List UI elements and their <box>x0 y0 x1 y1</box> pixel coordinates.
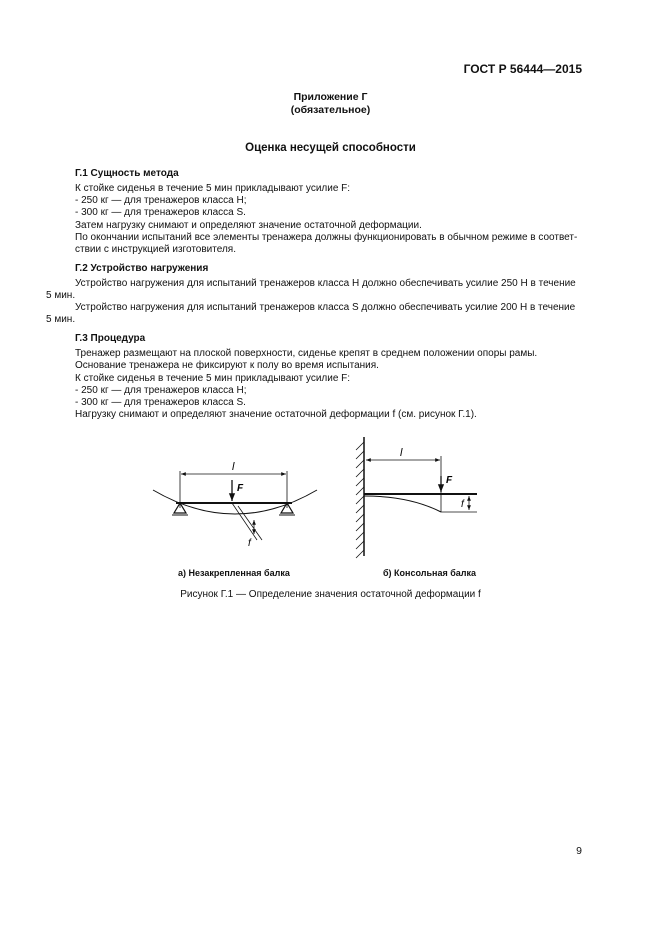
list-item: - 300 кг — для тренажеров класса S. <box>75 397 246 408</box>
text-line: Устройство нагружения для испытаний тренажеров класса S должно обеспечивать усилие 200 Н в течение <box>75 302 576 313</box>
section-heading-1: Г.1 Сущность метода <box>75 168 179 179</box>
leader-line <box>238 506 262 540</box>
appendix-note: (обязательное) <box>290 104 371 116</box>
standard-number: ГОСТ Р 56444—2015 <box>463 62 582 76</box>
section-heading-3: Г.3 Процедура <box>75 333 146 344</box>
leader-line <box>232 503 257 540</box>
text-line: Затем нагрузку снимают и определяют значение остаточной деформации. <box>75 220 422 231</box>
text-line: По окончании испытаний все элементы тренажера должны функционировать в обычном режиме в соответ- <box>75 232 578 243</box>
text-line: ствии с инструкцией изготовителя. <box>75 244 236 255</box>
caption-a: а) Незакрепленная балка <box>178 568 290 578</box>
length-label: l <box>400 447 403 459</box>
page-number: 9 <box>576 845 582 857</box>
deflection-curve <box>364 496 441 512</box>
section-heading-2: Г.2 Устройство нагружения <box>75 263 209 274</box>
document-title: Оценка несущей способности <box>245 142 416 154</box>
list-item: - 250 кг — для тренажеров класса H; <box>75 195 247 206</box>
wall-hatching <box>356 442 364 558</box>
text-line: Тренажер размещают на плоской поверхности, сиденье крепят в среднем положении опоры рамы. <box>75 348 538 359</box>
deflection-label: f <box>248 538 251 549</box>
figure-caption: Рисунок Г.1 — Определение значения остаточной деформации f <box>180 589 481 600</box>
caption-b: б) Консольная балка <box>383 568 476 578</box>
list-item: - 300 кг — для тренажеров класса S. <box>75 207 246 218</box>
text-line: Устройство нагружения для испытаний тренажеров класса H должно обеспечивать усилие 250 Н в течение <box>75 278 576 289</box>
text-line: Основание тренажера не фиксируют к полу во время испытания. <box>75 360 379 371</box>
text-line: 5 мин. <box>46 314 76 325</box>
force-label: F <box>446 475 453 486</box>
appendix-title: Приложение Г <box>293 91 368 103</box>
text-line: К стойке сиденья в течение 5 мин прикладывают усилие F: <box>75 373 351 384</box>
length-label: l <box>232 461 235 473</box>
text-line: 5 мин. <box>46 290 76 301</box>
cantilever-beam-diagram <box>356 437 477 558</box>
list-item: - 250 кг — для тренажеров класса H; <box>75 385 247 396</box>
text-line: Нагрузку снимают и определяют значение остаточной деформации f (см. рисунок Г.1). <box>75 409 477 420</box>
text-line: К стойке сиденья в течение 5 мин прикладывают усилие F: <box>75 183 351 194</box>
deflection-label: f <box>461 499 464 510</box>
unsecured-beam-diagram <box>153 461 317 549</box>
force-label: F <box>237 483 244 494</box>
